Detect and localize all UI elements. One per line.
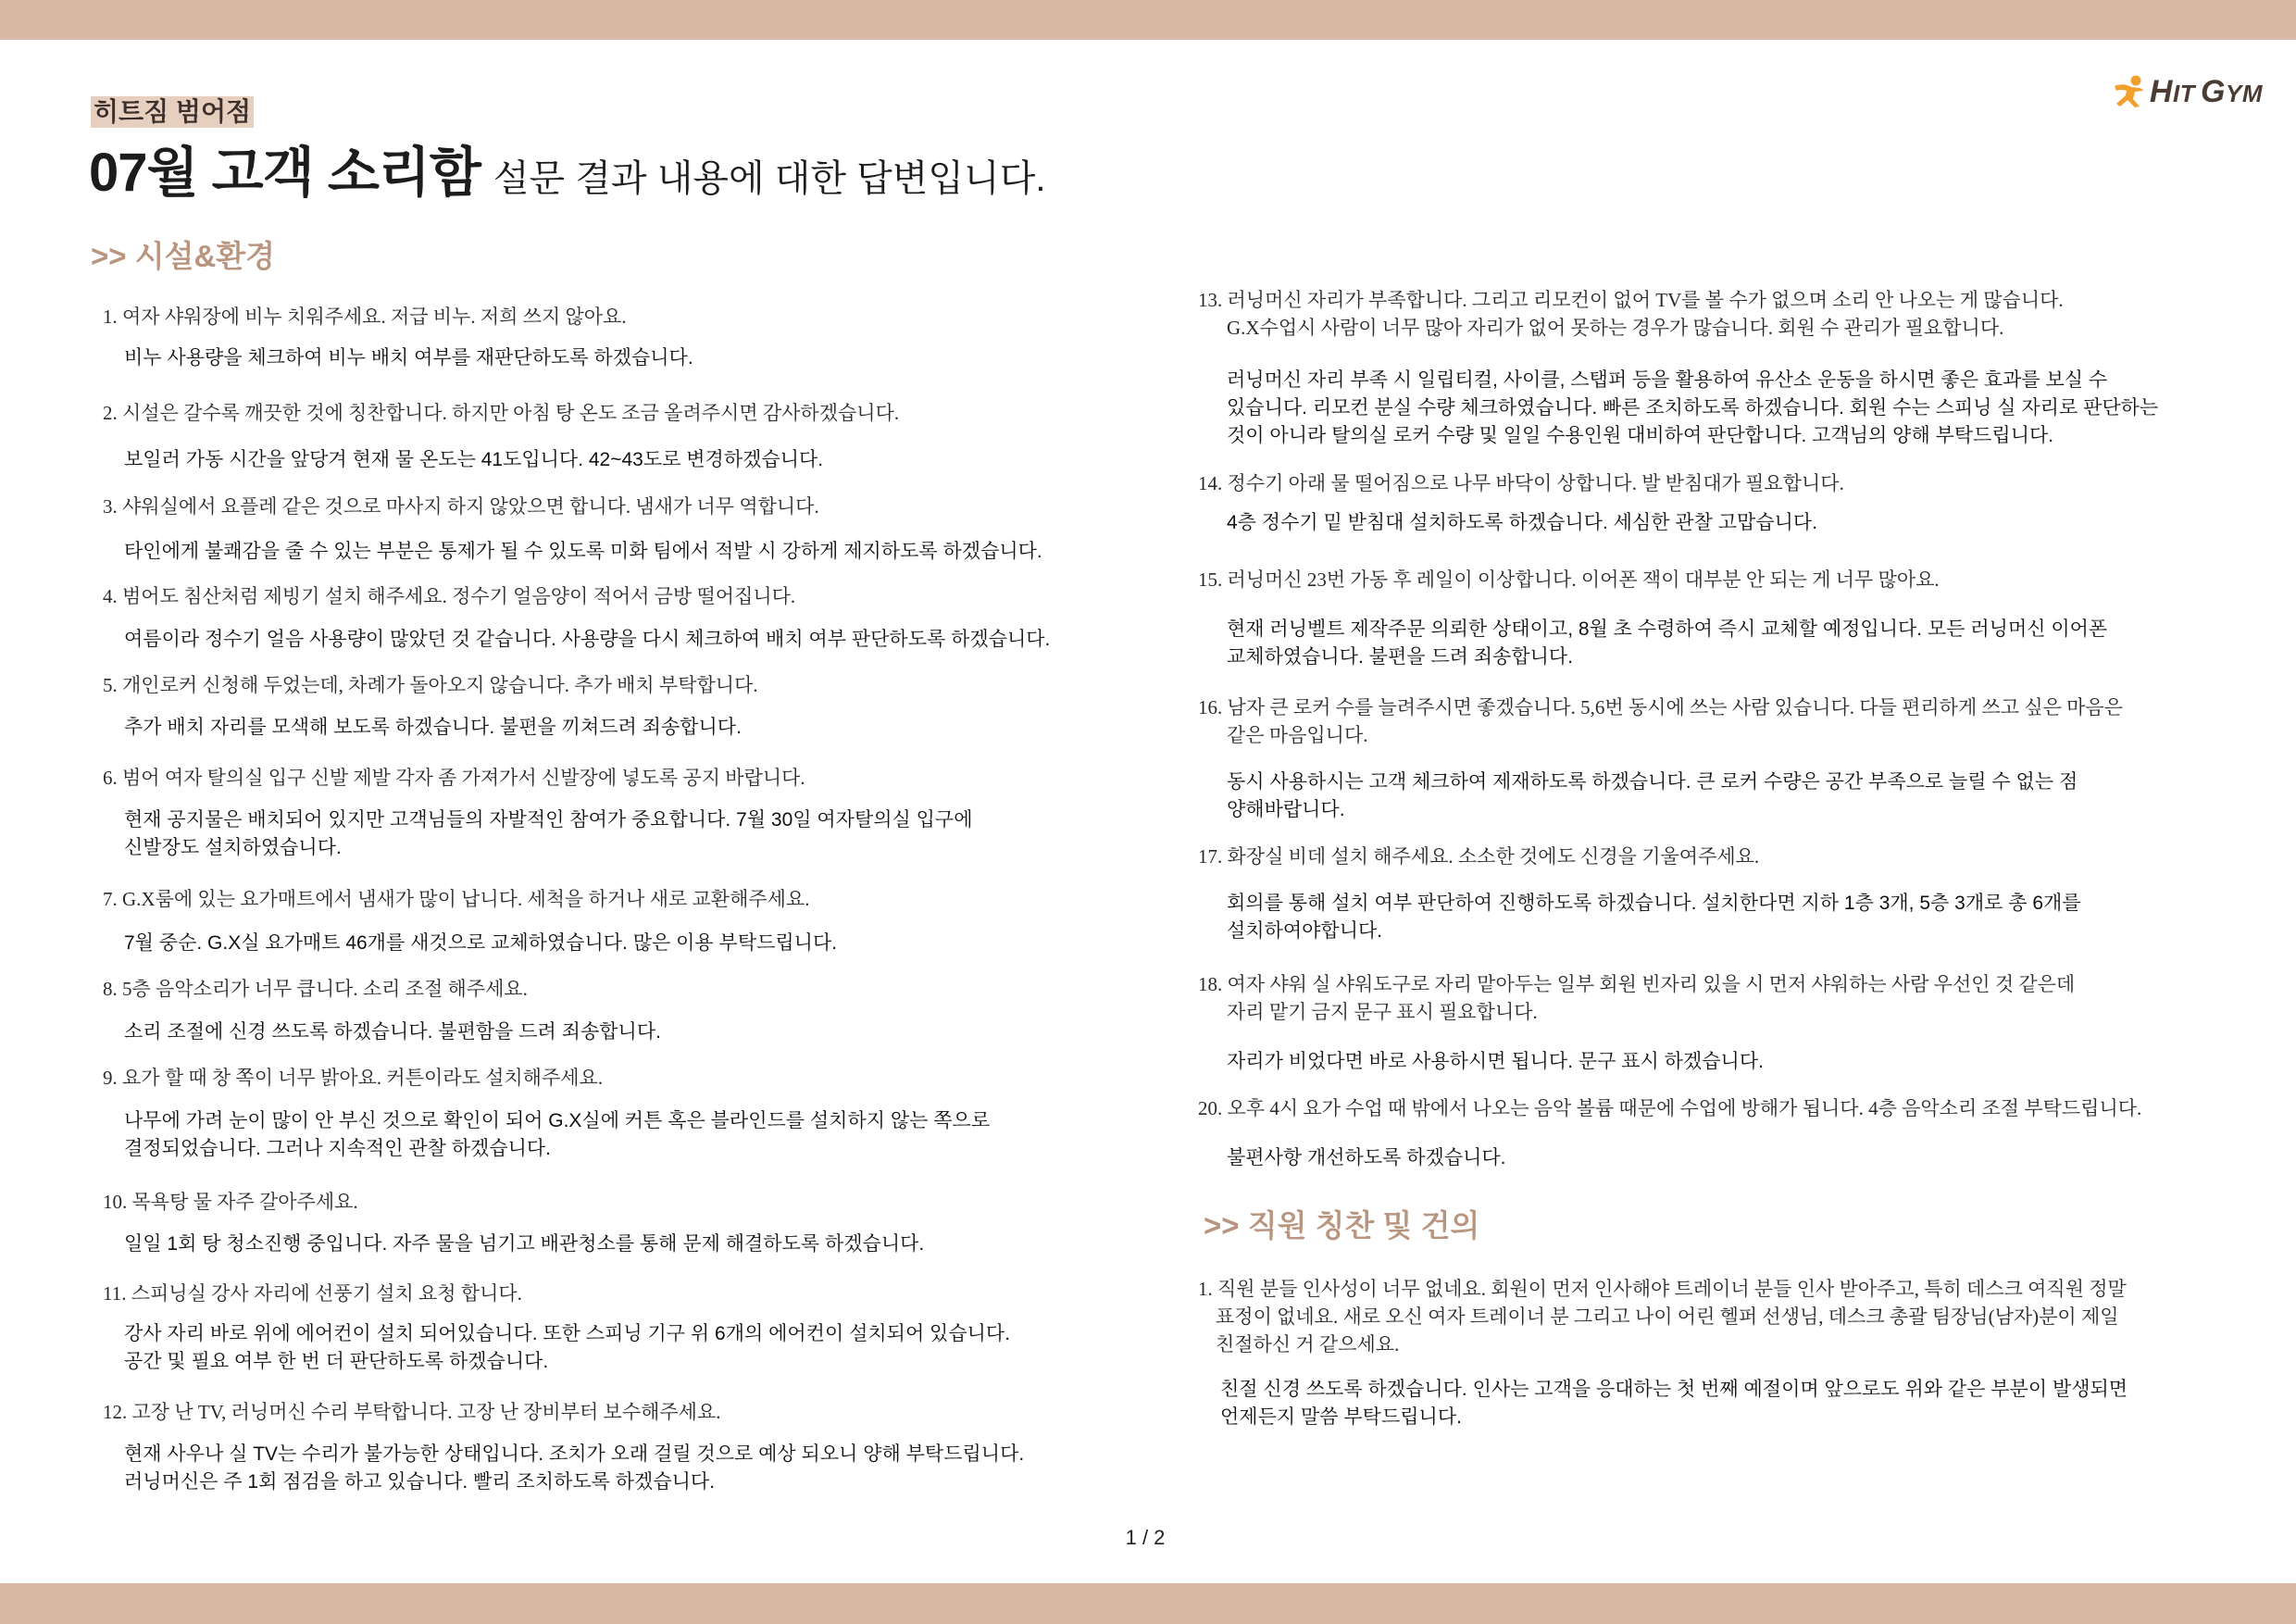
running-figure-icon	[2111, 73, 2148, 110]
staff-question-1	[1198, 1275, 2127, 1358]
question-line: 11. 스피닝실 강사 자리에 선풍기 설치 요청 합니다.	[103, 1282, 522, 1305]
title-month: 07월 고객 소리함	[89, 143, 480, 203]
answer-line: 나무에 가려 눈이 많이 안 부신 것으로 확인이 되어 G.X실에 커튼 혹은 블라인드를 설치하지 않는 쪽으로	[124, 1110, 991, 1131]
hitgym-logo	[2111, 72, 2263, 111]
bottom-color-bar	[0, 1583, 2296, 1624]
title-subtitle: 설문 결과 내용에 대한 답변입니다.	[493, 158, 1046, 199]
answer-10	[124, 1230, 924, 1258]
question-5	[103, 671, 758, 699]
question-line: 7. G.X룸에 있는 요가매트에서 냄새가 많이 납니다. 세척을 하거나 새로 교환해주세요.	[103, 888, 810, 910]
answer-line: 추가 배치 자리를 모색해 보도록 하겠습니다. 불편을 끼쳐드려 죄송합니다.	[124, 717, 742, 738]
question-line: 친절하신 거 같으세요.	[1216, 1333, 1400, 1355]
answer-line: 일일 1회 탕 청소진행 중입니다. 자주 물을 넘기고 배관청소를 통해 문제 해결하도록 하겠습니다.	[124, 1233, 925, 1255]
question-line: 1. 직원 분들 인사성이 너무 없네요. 회원이 먼저 인사해야 트레이너 분들 인사 받아주고, 특히 데스크 여직원 정말	[1198, 1278, 2127, 1300]
answer-1	[124, 344, 693, 372]
question-line: 17. 화장실 비데 설치 해주세요. 소소한 것에도 신경을 기울여주세요.	[1198, 845, 1760, 868]
question-7	[103, 885, 809, 913]
question-line: 같은 마음입니다.	[1227, 724, 1368, 746]
question-4	[103, 582, 795, 610]
answer-17	[1227, 890, 2081, 945]
logo-word-hit: HIT	[2149, 73, 2196, 109]
answer-16	[1227, 768, 2078, 824]
question-16	[1198, 693, 2123, 749]
top-color-bar	[0, 0, 2296, 40]
question-8	[103, 975, 528, 1003]
answer-line: 결정되었습니다. 그러나 지속적인 관찰 하겠습니다.	[124, 1138, 552, 1159]
answer-15	[1227, 616, 2107, 671]
logo-word-gym: GYM	[2201, 73, 2263, 109]
question-line: 12. 고장 난 TV, 러닝머신 수리 부탁합니다. 고장 난 장비부터 보수해주세요.	[103, 1401, 721, 1423]
answer-9	[124, 1107, 990, 1163]
question-line: 15. 러닝머신 23번 가동 후 레일이 이상합니다. 이어폰 잭이 대부분 안 되는 게 너무 많아요.	[1198, 568, 1940, 591]
answer-line: 것이 아니라 탈의실 로커 수량 및 일일 수용인원 대비하여 판단합니다. 고객님의 양해 부탁드립니다.	[1227, 425, 2054, 446]
question-line: 13. 러닝머신 자리가 부족합니다. 그리고 리모컨이 없어 TV를 볼 수가 없으며 소리 안 나오는 게 많습니다.	[1198, 289, 2064, 311]
staff-answer-1	[1220, 1376, 2128, 1431]
answer-line: 현재 공지물은 배치되어 있지만 고객님들의 자발적인 참여가 중요합니다. 7월 30일 여자탈의실 입구에	[124, 809, 973, 831]
question-line: 14. 정수기 아래 물 떨어짐으로 나무 바닥이 상합니다. 발 받침대가 필요합니다.	[1198, 472, 1844, 494]
answer-line: 현재 사우나 실 TV는 수리가 불가능한 상태입니다. 조치가 오래 걸릴 것으로 예상 되오니 양해 부탁드립니다.	[124, 1443, 1025, 1465]
question-6	[103, 764, 805, 792]
question-2	[103, 399, 899, 427]
answer-line: 여름이라 정수기 얼음 사용량이 많았던 것 같습니다. 사용량을 다시 체크하여 배치 여부 판단하도록 하겠습니다.	[124, 629, 1051, 650]
question-1	[103, 303, 627, 331]
question-line: 9. 요가 할 때 창 쪽이 너무 밝아요. 커튼이라도 설치해주세요.	[103, 1067, 604, 1089]
question-line: 18. 여자 샤워 실 샤워도구로 자리 맡아두는 일부 회원 빈자리 있을 시 먼저 샤워하는 사람 우선인 것 같은데	[1198, 973, 2076, 995]
question-20	[1198, 1094, 2141, 1122]
question-line: 표정이 없네요. 새로 오신 여자 트레이너 분 그리고 나이 어린 헬퍼 선생님, 데스크 총괄 팀장님(남자)분이 제일	[1216, 1305, 2119, 1328]
question-11	[103, 1280, 522, 1307]
question-18	[1198, 970, 2075, 1026]
answer-line: 강사 자리 바로 위에 에어컨이 설치 되어있습니다. 또한 스피닝 기구 위 6개의 에어컨이 설치되어 있습니다.	[124, 1323, 1011, 1344]
answer-line: 신발장도 설치하였습니다.	[124, 837, 342, 858]
answer-3	[124, 538, 1042, 566]
page-title	[89, 140, 1045, 220]
answer-line: 4층 정수기 밑 받침대 설치하도록 하겠습니다. 세심한 관찰 고맙습니다.	[1227, 512, 1818, 533]
question-12	[103, 1398, 721, 1426]
answer-line: 타인에게 불쾌감을 줄 수 있는 부분은 통제가 될 수 있도록 미화 팀에서 적발 시 강하게 제지하도록 하겠습니다.	[124, 541, 1042, 562]
answer-line: 불편사항 개선하도록 하겠습니다.	[1227, 1147, 1506, 1168]
answer-line: 소리 조절에 신경 쓰도록 하겠습니다. 불편함을 드려 죄송합니다.	[124, 1021, 661, 1043]
question-line: 16. 남자 큰 로커 수를 늘려주시면 좋겠습니다. 5,6번 동시에 쓰는 사람 있습니다. 다들 편리하게 쓰고 싶은 마음은	[1198, 696, 2124, 718]
question-line: 10. 목욕탕 물 자주 갈아주세요.	[103, 1191, 358, 1213]
answer-line: 비누 사용량을 체크하여 비누 배치 여부를 재판단하도록 하겠습니다.	[124, 347, 693, 369]
answer-13	[1227, 367, 2158, 450]
answer-14	[1227, 509, 1817, 537]
question-line: 8. 5층 음악소리가 너무 큽니다. 소리 조절 해주세요.	[103, 978, 528, 1000]
answer-7	[124, 930, 837, 957]
question-line: 20. 오후 4시 요가 수업 때 밖에서 나오는 음악 볼륨 때문에 수업에 방해가 됩니다. 4층 음악소리 조절 부탁드립니다.	[1198, 1097, 2142, 1119]
answer-line: 있습니다. 리모컨 분실 수량 체크하였습니다. 빠른 조치하도록 하겠습니다. 회원 수는 스피닝 실 자리로 판단하는	[1227, 397, 2159, 418]
answer-5	[124, 714, 742, 742]
answer-18	[1227, 1048, 1764, 1076]
question-10	[103, 1188, 358, 1216]
answer-line: 러닝머신은 주 1회 점검을 하고 있습니다. 빨리 조치하도록 하겠습니다.	[124, 1471, 716, 1493]
answer-line: 공간 및 필요 여부 한 번 더 판단하도록 하겠습니다.	[124, 1351, 549, 1372]
question-line: G.X수업시 사람이 너무 많아 자리가 없어 못하는 경우가 많습니다. 회원 수 관리가 필요합니다.	[1227, 317, 2004, 339]
answer-8	[124, 1018, 661, 1046]
question-line: 4. 범어도 침산처럼 제빙기 설치 해주세요. 정수기 얼음양이 적어서 금방 떨어집니다.	[103, 585, 796, 607]
question-line: 6. 범어 여자 탈의실 입구 신발 제발 각자 좀 가져가서 신발장에 넣도록 공지 바랍니다.	[103, 767, 805, 789]
answer-12	[124, 1441, 1024, 1496]
answer-line: 보일러 가동 시간을 앞당겨 현재 물 온도는 41도입니다. 42~43도로 변경하겠습니다.	[124, 449, 824, 470]
answer-line: 자리가 비었다면 바로 사용하시면 됩니다. 문구 표시 하겠습니다.	[1227, 1051, 1764, 1072]
question-3	[103, 493, 819, 520]
question-line: 5. 개인로커 신청해 두었는데, 차례가 돌아오지 않습니다. 추가 배치 부탁합니다.	[103, 674, 758, 696]
answer-4	[124, 626, 1050, 654]
question-13	[1198, 286, 2064, 342]
answer-11	[124, 1320, 1010, 1376]
question-line: 1. 여자 샤워장에 비누 치워주세요. 저급 비누. 저희 쓰지 않아요.	[103, 306, 627, 328]
page-number: 1 / 2	[1125, 1526, 1166, 1549]
answer-line: 친절 신경 쓰도록 하겠습니다. 인사는 고객을 응대하는 첫 번째 예절이며 앞으로도 위와 같은 부분이 발생되면	[1220, 1379, 2128, 1400]
question-line: 2. 시설은 갈수록 깨끗한 것에 칭찬합니다. 하지만 아침 탕 온도 조금 올려주시면 감사하겠습니다.	[103, 402, 900, 424]
question-14	[1198, 469, 1844, 497]
question-line: 자리 맡기 금지 문구 표시 필요합니다.	[1227, 1001, 1538, 1023]
answer-line: 설치하여야합니다.	[1227, 920, 1383, 942]
question-15	[1198, 566, 1940, 593]
answer-line: 양해바랍니다.	[1227, 799, 1345, 820]
answer-line: 현재 러닝벨트 제작주문 의뢰한 상태이고, 8월 초 수령하여 즉시 교체할 예정입니다. 모든 러닝머신 이어폰	[1227, 618, 2108, 640]
section-heading-staff: >> 직원 칭찬 및 건의	[1204, 1208, 1480, 1243]
question-17	[1198, 843, 1759, 870]
answer-6	[124, 806, 973, 862]
branch-name: 히트짐 범어점	[91, 96, 254, 128]
section-heading-facility: >> 시설&환경	[91, 239, 276, 273]
answer-line: 회의를 통해 설치 여부 판단하여 진행하도록 하겠습니다. 설치한다면 지하 1층 3개, 5층 3개로 총 6개를	[1227, 893, 2081, 914]
question-line: 3. 샤워실에서 요플레 같은 것으로 마사지 하지 않았으면 합니다. 냄새가 너무 역합니다.	[103, 495, 819, 518]
answer-20	[1227, 1144, 1506, 1172]
answer-line: 교체하였습니다. 불편을 드려 죄송합니다.	[1227, 646, 1574, 668]
question-9	[103, 1064, 603, 1092]
answer-line: 언제든지 말씀 부탁드립니다.	[1220, 1406, 1462, 1428]
answer-2	[124, 446, 823, 474]
answer-line: 동시 사용하시는 고객 체크하여 제재하도록 하겠습니다. 큰 로커 수량은 공간 부족으로 늘릴 수 없는 점	[1227, 771, 2078, 793]
answer-line: 7월 중순. G.X실 요가매트 46개를 새것으로 교체하였습니다. 많은 이용 부탁드립니다.	[124, 932, 838, 954]
answer-line: 러닝머신 자리 부족 시 일립티컬, 사이클, 스탭퍼 등을 활용하여 유산소 운동을 하시면 좋은 효과를 보실 수	[1227, 369, 2108, 391]
